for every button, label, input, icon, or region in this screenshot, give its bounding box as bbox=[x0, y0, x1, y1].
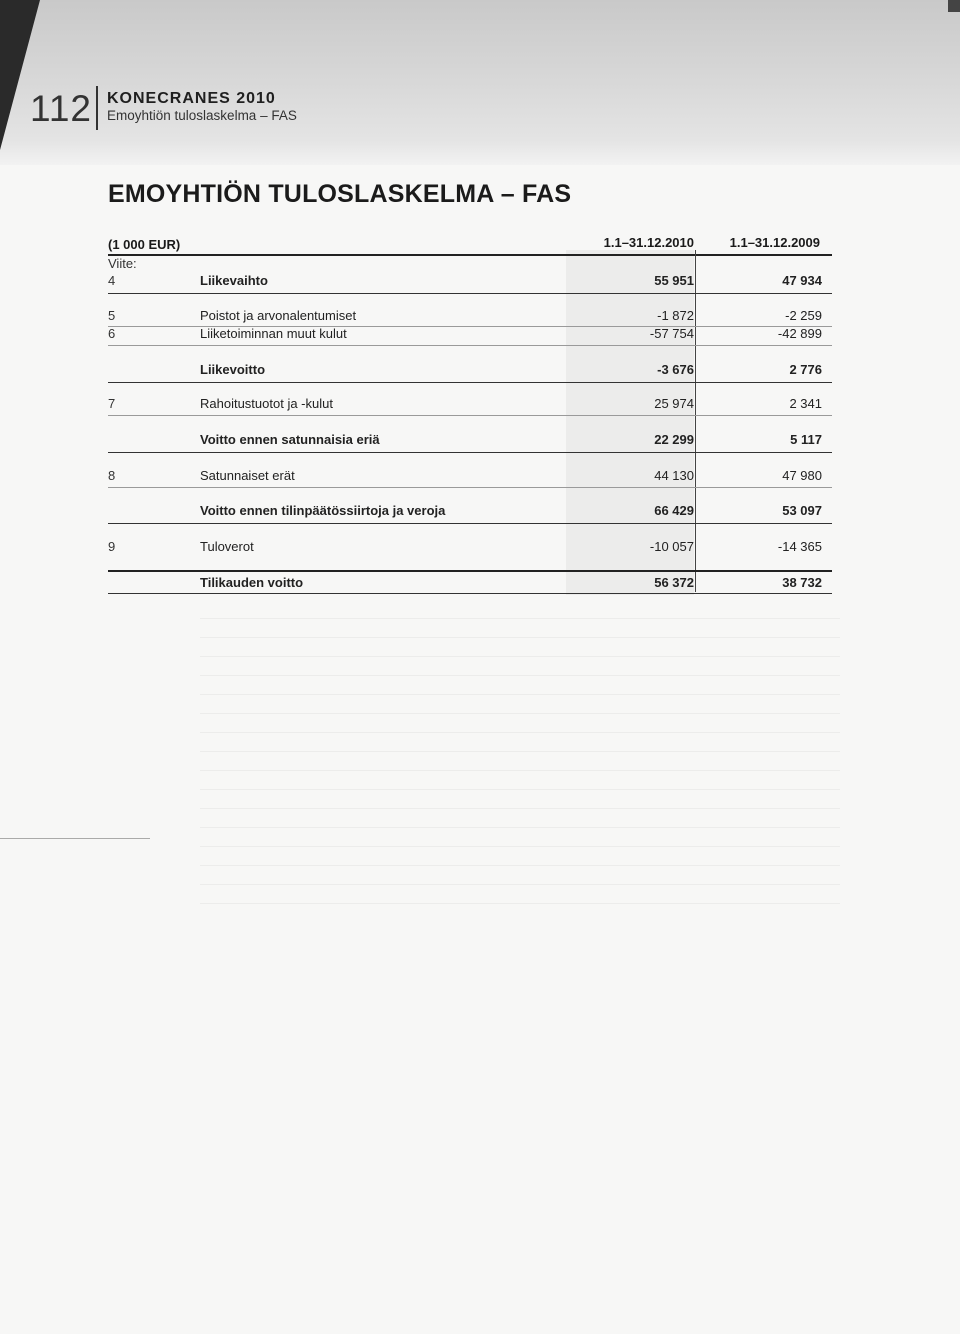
show-through-texture bbox=[200, 600, 840, 920]
page-corner-mark bbox=[948, 0, 960, 12]
table-row bbox=[108, 468, 832, 486]
brand-title: KONECRANES 2010 bbox=[107, 90, 276, 107]
document-title: EMOYHTIÖN TULOSLASKELMA – FAS bbox=[108, 180, 572, 208]
row-label: Liikevaihto bbox=[200, 273, 268, 288]
row-value-2010: 44 130 bbox=[654, 468, 694, 483]
row-value-2009: -14 365 bbox=[777, 539, 822, 554]
column-header-2009: 1.1–31.12.2009 bbox=[729, 235, 820, 250]
row-value-2010: -57 754 bbox=[649, 326, 694, 341]
row-value-2009: 47 980 bbox=[782, 468, 822, 483]
row-rule bbox=[108, 345, 832, 346]
row-note: 5 bbox=[108, 308, 116, 323]
row-value-2010: -10 057 bbox=[649, 539, 694, 554]
page-number: 112 bbox=[30, 88, 92, 129]
row-label: Tilikauden voitto bbox=[200, 575, 304, 590]
row-note: 9 bbox=[108, 539, 116, 554]
table-row bbox=[108, 362, 832, 380]
row-value-2009: -2 259 bbox=[785, 308, 822, 323]
row-value-2010: 25 974 bbox=[654, 396, 694, 411]
row-label: Liiketoiminnan muut kulut bbox=[200, 326, 347, 341]
section-subtitle: Emoyhtiön tuloslaskelma – FAS bbox=[107, 108, 297, 123]
row-note: 6 bbox=[108, 326, 116, 341]
header-rule bbox=[108, 254, 832, 256]
row-value-2009: 2 341 bbox=[789, 396, 822, 411]
total-rule-top bbox=[108, 570, 832, 572]
row-value-2010: 66 429 bbox=[654, 503, 694, 518]
table-row bbox=[108, 326, 832, 344]
row-value-2009: 2 776 bbox=[789, 362, 822, 377]
note-header: Viite: bbox=[108, 256, 137, 271]
row-rule bbox=[108, 382, 832, 383]
row-rule bbox=[108, 293, 832, 294]
table-row bbox=[108, 273, 832, 291]
column-header-2010: 1.1–31.12.2010 bbox=[603, 235, 694, 250]
row-rule bbox=[108, 415, 832, 416]
row-label: Liikevoitto bbox=[200, 362, 266, 377]
row-label: Poistot ja arvonalentumiset bbox=[200, 308, 357, 323]
row-rule bbox=[108, 523, 832, 524]
table-row bbox=[108, 308, 832, 326]
row-value-2009: 38 732 bbox=[782, 575, 822, 590]
row-value-2009: -42 899 bbox=[777, 326, 822, 341]
row-value-2009: 5 117 bbox=[790, 432, 822, 447]
row-value-2010: -1 872 bbox=[657, 308, 694, 323]
row-note: 4 bbox=[108, 273, 116, 288]
row-value-2010: 22 299 bbox=[654, 432, 694, 447]
unit-label: (1 000 EUR) bbox=[108, 237, 181, 252]
table-row bbox=[108, 575, 832, 593]
row-value-2009: 53 097 bbox=[782, 503, 822, 518]
row-label: Rahoitustuotot ja -kulut bbox=[200, 396, 333, 411]
row-value-2010: 55 951 bbox=[654, 273, 694, 288]
header-band bbox=[0, 0, 960, 165]
header-divider bbox=[96, 86, 98, 130]
table-row bbox=[108, 432, 832, 450]
row-note: 7 bbox=[108, 396, 116, 411]
row-value-2009: 47 934 bbox=[782, 273, 822, 288]
total-rule-bottom bbox=[108, 593, 832, 594]
row-label: Satunnaiset erät bbox=[200, 468, 295, 483]
show-through-line bbox=[0, 838, 150, 839]
row-label: Voitto ennen tilinpäätössiirtoja ja veroja bbox=[200, 503, 446, 518]
table-row bbox=[108, 503, 832, 521]
row-value-2010: 56 372 bbox=[654, 575, 694, 590]
table-row bbox=[108, 539, 832, 557]
row-rule bbox=[108, 487, 832, 488]
row-note: 8 bbox=[108, 468, 116, 483]
row-label: Tuloverot bbox=[200, 539, 254, 554]
row-label: Voitto ennen satunnaisia eriä bbox=[200, 432, 380, 447]
row-value-2010: -3 676 bbox=[657, 362, 694, 377]
row-rule bbox=[108, 452, 832, 453]
income-statement-table bbox=[108, 230, 832, 600]
table-row bbox=[108, 396, 832, 414]
